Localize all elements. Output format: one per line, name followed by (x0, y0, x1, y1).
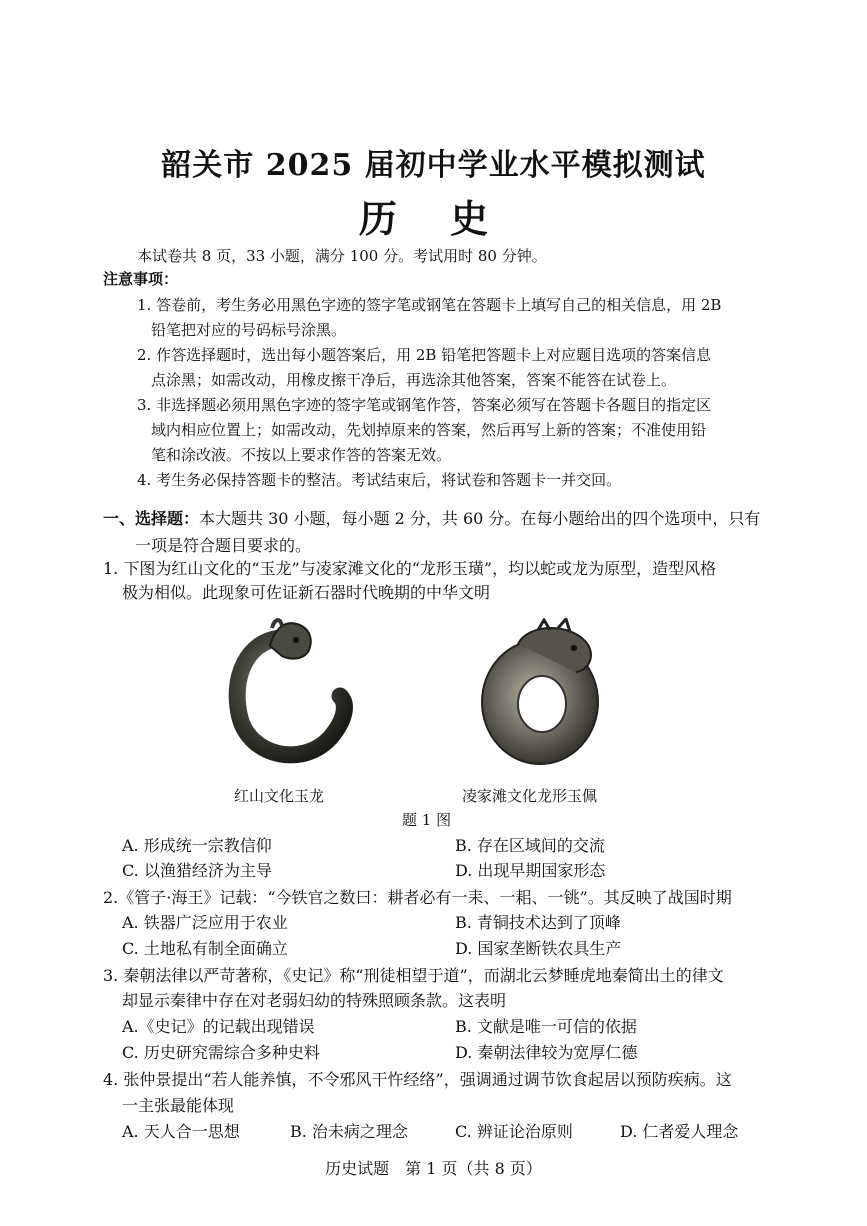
q4-option-d: D. 仁者爱人理念 (620, 1122, 739, 1141)
q4-option-a: A. 天人合一思想 (122, 1122, 240, 1141)
question-1-stem-2: 极为相似。此现象可佐证新石器时代晚期的中华文明 (122, 583, 491, 602)
section-text: 本大题共 30 小题，每小题 2 分，共 60 分。在每小题给出的四个选项中，只有 (199, 509, 761, 528)
q2-option-c: C. 土地私有制全面确立 (122, 939, 288, 958)
question-1-stem: 1. 下图为红山文化的“玉龙”与凌家滩文化的“龙形玉璜”，均以蛇或龙为原型，造型风格 (103, 559, 717, 578)
hongshan-jade-dragon-image (222, 618, 354, 768)
caption-lingjiatan: 凌家滩文化龙形玉佩 (462, 787, 598, 805)
exam-intro: 本试卷共 8 页，33 小题，满分 100 分。考试用时 80 分钟。 (137, 247, 547, 265)
q4-option-b: B. 治未病之理念 (290, 1122, 408, 1141)
notice-line: 铅笔把对应的号码标号涂黑。 (151, 321, 347, 339)
q1-option-b: B. 存在区域间的交流 (455, 836, 605, 855)
q2-option-a: A. 铁器广泛应用于农业 (122, 913, 288, 932)
q4-option-c: C. 辨证论治原则 (455, 1122, 573, 1141)
question-3-stem-2: 却显示秦律中存在对老弱妇幼的特殊照顾条款。这表明 (122, 991, 507, 1010)
page-footer: 历史试题 第 1 页（共 8 页） (325, 1159, 542, 1178)
section-heading (103, 508, 760, 530)
q2-option-d: D. 国家垄断铁农具生产 (455, 939, 622, 958)
caption-hongshan: 红山文化玉龙 (234, 787, 325, 805)
exam-title: 韶关市 2025 届初中学业水平模拟测试 (161, 148, 706, 183)
notice-line: 4. 考生务必保持答题卡的整洁。考试结束后，将试卷和答题卡一并交回。 (137, 471, 622, 489)
q2-option-b: B. 青铜技术达到了顶峰 (455, 913, 621, 932)
q3-option-a: A.《史记》的记载出现错误 (122, 1017, 315, 1036)
q1-option-d: D. 出现早期国家形态 (455, 861, 606, 880)
q3-option-b: B. 文献是唯一可信的依据 (455, 1017, 637, 1036)
notice-line: 域内相应位置上；如需改动，先划掉原来的答案，然后再写上新的答案；不准使用铅 (151, 421, 707, 439)
section-text-2: 一项是符合题目要求的。 (135, 536, 312, 555)
question-4-stem-2: 一主张最能体现 (122, 1096, 235, 1115)
question-4-stem: 4. 张仲景提出“若人能养慎，不令邪风干忤经络”，强调通过调节饮食起居以预防疾病。这 (103, 1070, 732, 1089)
subject-title: 历 史 (358, 196, 509, 241)
section-label: 一、选择题： (103, 509, 200, 528)
notice-heading: 注意事项： (103, 270, 179, 288)
notice-line: 3. 非选择题必须用黑色字迹的签字笔或钢笔作答，答案必须写在答题卡各题目的指定区 (137, 396, 712, 414)
question-2-stem: 2.《管子·海王》记载：“今铁官之数曰：耕者必有一耒、一耜、一铫”。其反映了战国时期 (103, 888, 732, 907)
q1-option-c: C. 以渔猎经济为主导 (122, 861, 272, 880)
question-3-stem: 3. 秦朝法律以严苛著称，《史记》称“刑徒相望于道”，而湖北云梦睡虎地秦简出土的律文 (103, 966, 724, 985)
notice-line: 1. 答卷前，考生务必用黑色字迹的签字笔或钢笔在答题卡上填写自己的相关信息，用 2B (137, 296, 722, 314)
notice-line: 2. 作答选择题时，选出每小题答案后，用 2B 铅笔把答题卡上对应题目选项的答案信息 (137, 346, 712, 364)
figure-label: 题 1 图 (402, 811, 452, 829)
q3-option-c: C. 历史研究需综合多种史料 (122, 1043, 320, 1062)
lingjiatan-jade-pendant-image (478, 618, 608, 766)
q3-option-d: D. 秦朝法律较为宽厚仁德 (455, 1043, 638, 1062)
notice-line: 笔和涂改液。不按以上要求作答的答案无效。 (151, 446, 452, 464)
notice-line: 点涂黑；如需改动，用橡皮擦干净后，再选涂其他答案，答案不能答在试卷上。 (151, 371, 677, 389)
q1-option-a: A. 形成统一宗教信仰 (122, 836, 272, 855)
